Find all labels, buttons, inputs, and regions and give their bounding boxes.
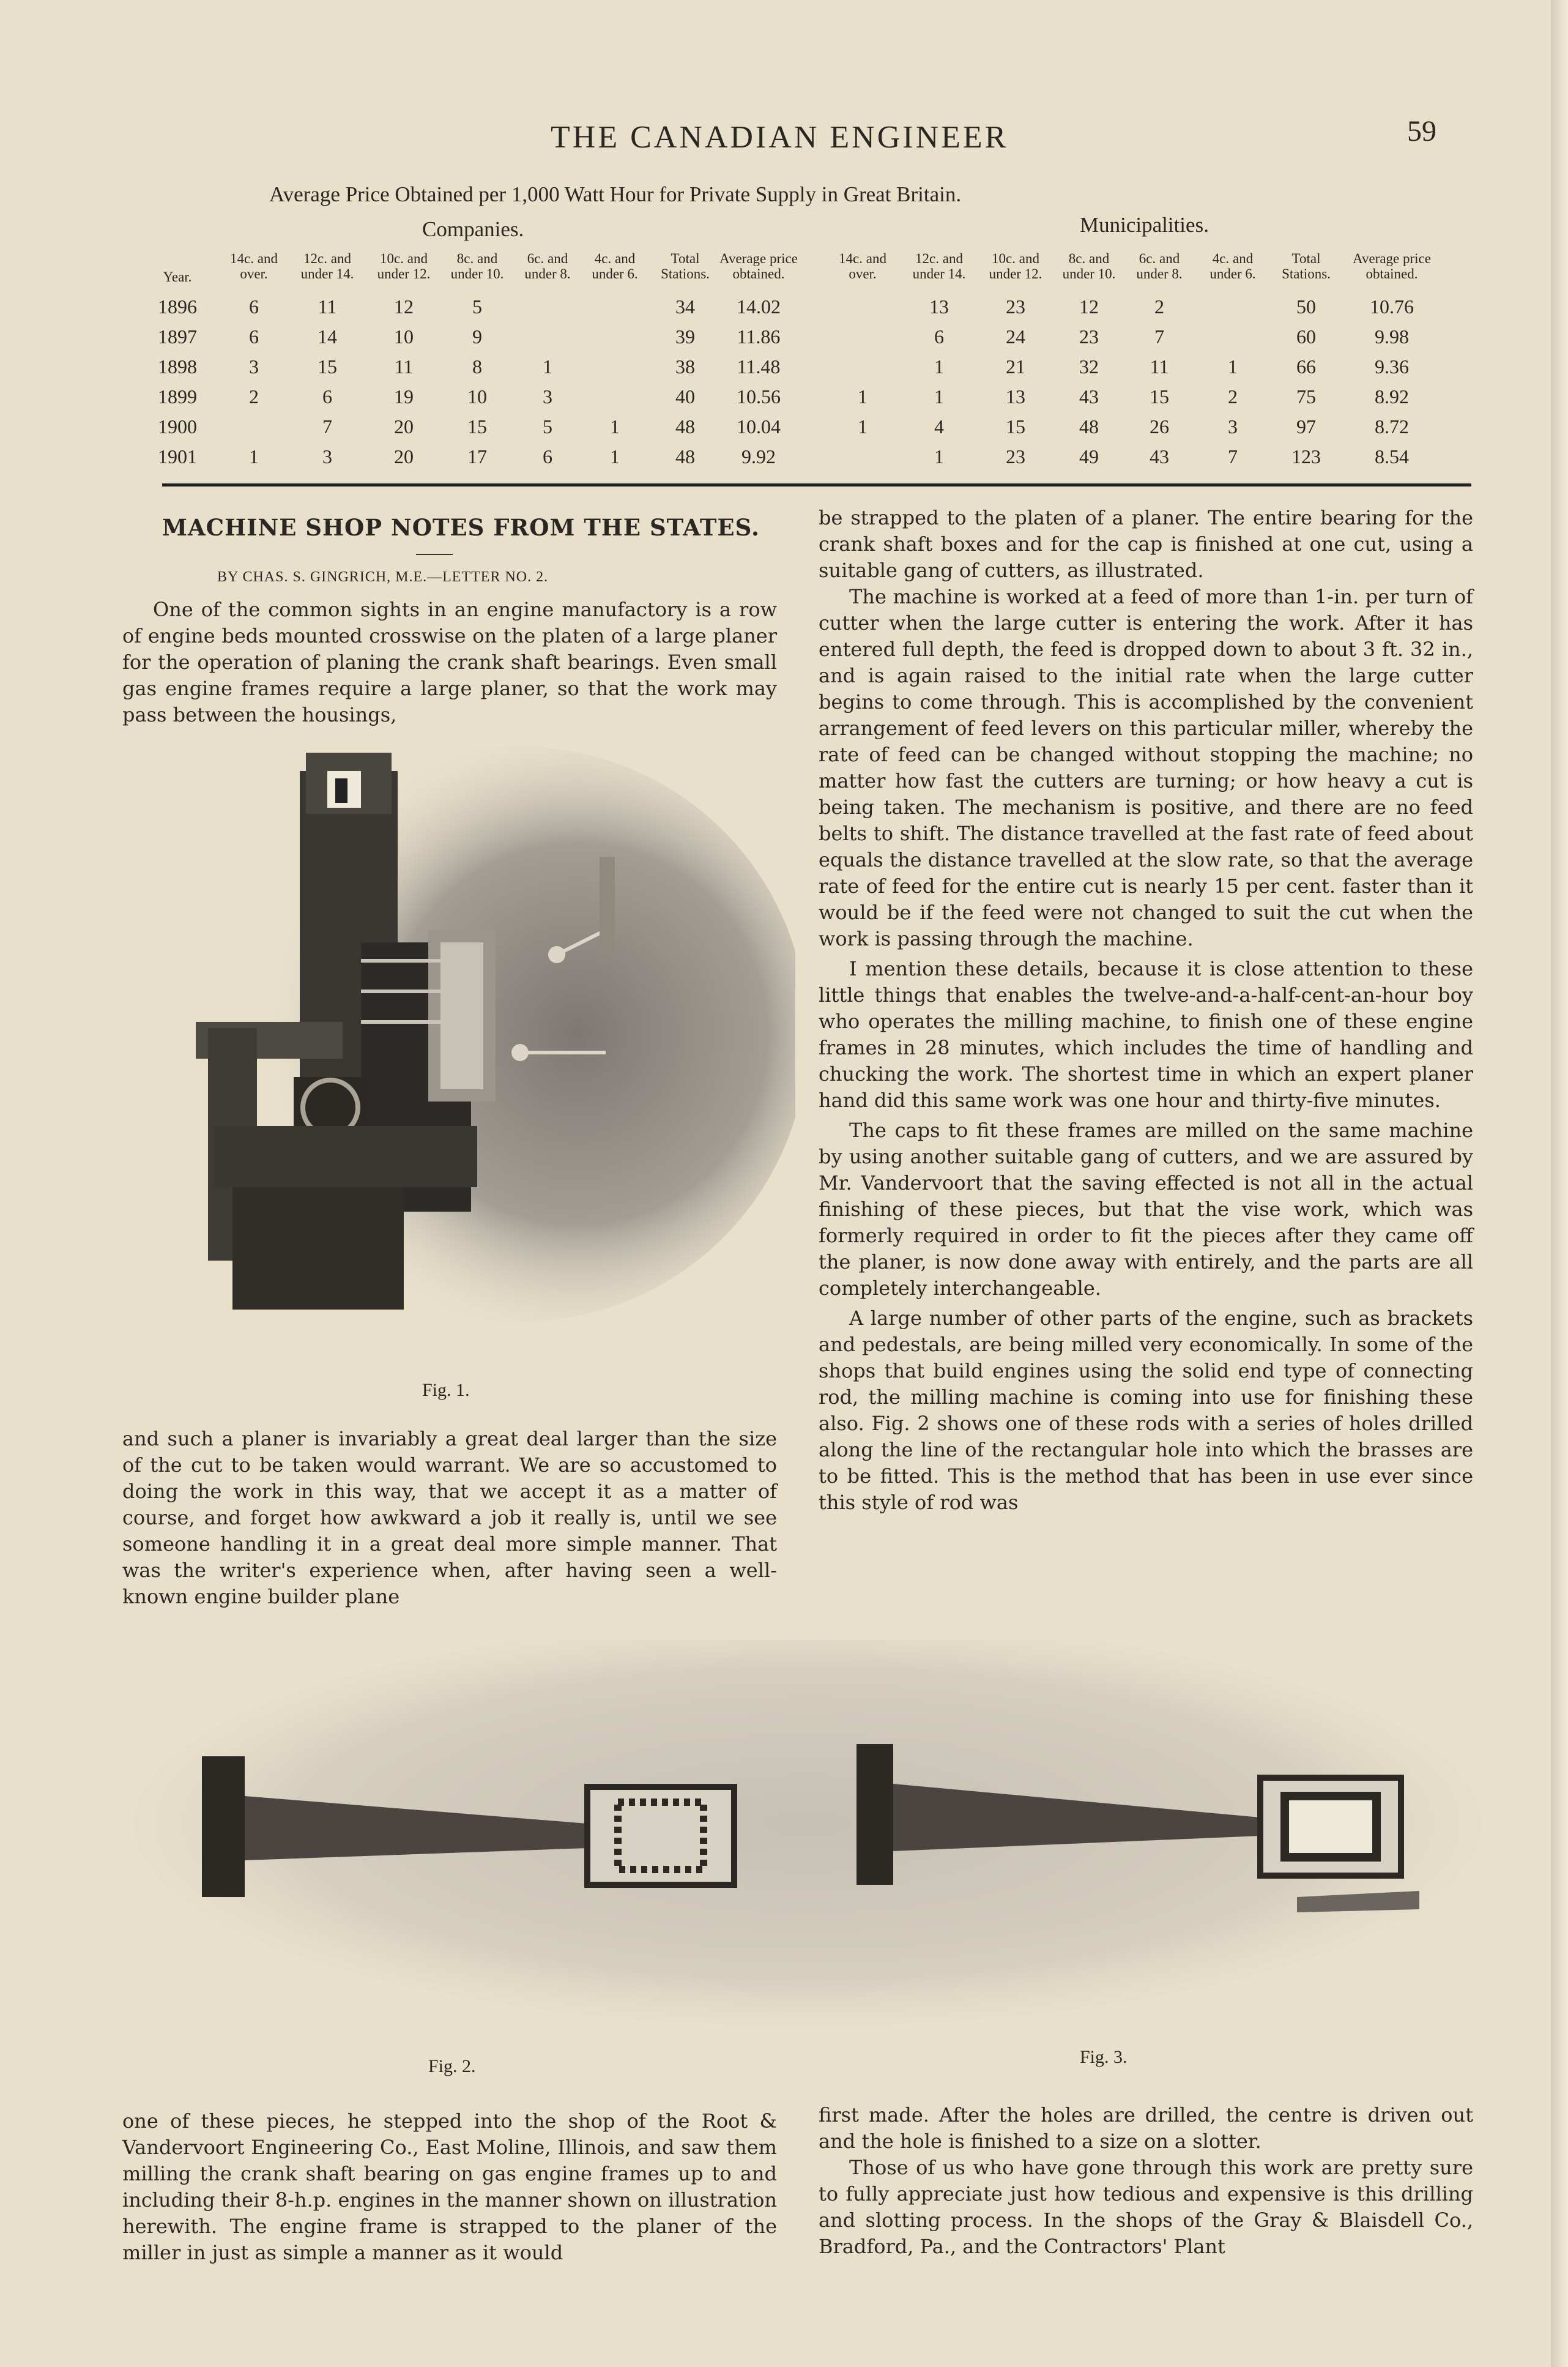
- section-rule: [162, 483, 1471, 486]
- table-cell: 23: [1006, 296, 1025, 318]
- table-cell: 12: [1079, 296, 1099, 318]
- table-cell: 14: [318, 326, 337, 348]
- table-cell: 13: [929, 296, 949, 318]
- paragraph: Those of us who have gone through this work are pretty sure to fully appreciate just how tedious and expensive is this drilling and slotting process. In the shops of the Gray & Blaisdell Co., Bradford, Pa., and the Contractors' Plant: [819, 2156, 1473, 2258]
- table-cell: 26: [1150, 416, 1169, 438]
- table-cell: 1900: [158, 416, 197, 438]
- table-cell: 49: [1079, 445, 1099, 468]
- table-header-cell: Year.: [163, 269, 192, 285]
- table-cell: 10.76: [1370, 296, 1414, 318]
- table-cell: 5: [472, 296, 482, 318]
- table-cell: 6: [249, 296, 259, 318]
- table-cell: 8.72: [1375, 416, 1409, 438]
- table-cell: 1: [1228, 356, 1238, 378]
- table-cell: 10.56: [737, 386, 781, 408]
- table-cell: 2: [1228, 386, 1238, 408]
- figure-1-milling-machine: [177, 747, 795, 1359]
- table-cell: 1897: [158, 326, 197, 348]
- table-cell: 7: [322, 416, 332, 438]
- table-cell: 48: [675, 445, 695, 468]
- table-cell: 32: [1079, 356, 1099, 378]
- figure-1-caption: Fig. 1.: [422, 1380, 470, 1400]
- table-cell: 11: [318, 296, 337, 318]
- table-cell: 3: [1228, 416, 1238, 438]
- paragraph: first made. After the holes are drilled, the centre is driven out and the hole is finished to a size on a slotter.: [819, 2103, 1473, 2153]
- table-header-cell: 12c. and under 14.: [912, 251, 966, 281]
- table-cell: 1: [610, 445, 620, 468]
- table-cell: 2: [249, 386, 259, 408]
- table-cell: 75: [1296, 386, 1316, 408]
- table-cell: 7: [1154, 326, 1164, 348]
- table-header-cell: 14c. and over.: [839, 251, 886, 281]
- table-header-cell: Average price obtained.: [719, 251, 798, 281]
- table-cell: 14.02: [737, 296, 781, 318]
- paragraph: be strapped to the platen of a planer. The entire bearing for the crank shaft boxes and for the cap is finished at one cut, using a suitable gang of cutters, as illustrated.: [819, 506, 1473, 582]
- table-cell: 11: [1150, 356, 1169, 378]
- table-cell: 60: [1296, 326, 1316, 348]
- table-cell: 43: [1150, 445, 1169, 468]
- table-cell: 1: [543, 356, 552, 378]
- table-cell: 20: [394, 445, 414, 468]
- table-header-cell: 10c. and under 12.: [377, 251, 431, 281]
- table-cell: 6: [249, 326, 259, 348]
- companies-label: Companies.: [422, 217, 524, 241]
- table-cell: 15: [1006, 416, 1025, 438]
- table-cell: 1899: [158, 386, 197, 408]
- right-column: [819, 505, 1473, 1516]
- table-cell: 43: [1079, 386, 1099, 408]
- left-column-bottom: [122, 2108, 777, 2266]
- table-cell: 97: [1296, 416, 1316, 438]
- table-cell: 9.36: [1375, 356, 1409, 378]
- paragraph: and such a planer is invariably a great deal larger than the size of the cut to be taken would warrant. We are so accustomed to doing the work in this way, that we accept it as a matter of course, and forget how awkward a job it really is, until we see someone handling it in a great deal more simple manner. That was the writer's experience when, after having seen a well-known engine builder plane: [122, 1427, 777, 1608]
- table-cell: 9.92: [741, 445, 776, 468]
- paragraph: I mention these details, because it is close attention to these little things that enables the twelve-and-a-half-cent-an-hour boy who operates the milling machine, to finish one of these engine frames in 28 minutes, which includes the time of handling and chucking the work. The shortest time in which an expert planer hand did this same work was one hour and thirty-five minutes.: [819, 957, 1473, 1112]
- table-cell: 6: [934, 326, 944, 348]
- table-cell: 123: [1291, 445, 1321, 468]
- table-header-cell: 14c. and over.: [230, 251, 278, 281]
- table-cell: 1: [610, 416, 620, 438]
- table-cell: 20: [394, 416, 414, 438]
- table-cell: 15: [318, 356, 337, 378]
- page-edge: [1551, 0, 1568, 2367]
- table-cell: 1901: [158, 445, 197, 468]
- municipalities-label: Municipalities.: [1080, 213, 1209, 237]
- table-cell: 38: [675, 356, 695, 378]
- table-cell: 24: [1006, 326, 1025, 348]
- table-cell: 10: [467, 386, 487, 408]
- figure-2-caption: Fig. 2.: [428, 2056, 476, 2076]
- table-cell: 5: [543, 416, 552, 438]
- table-cell: 50: [1296, 296, 1316, 318]
- table-cell: 9.98: [1375, 326, 1409, 348]
- table-cell: 34: [675, 296, 695, 318]
- table-header-cell: Average price obtained.: [1353, 251, 1431, 281]
- page-number: 59: [1407, 115, 1436, 147]
- table-cell: 8: [472, 356, 482, 378]
- paragraph: The machine is worked at a feed of more than 1-in. per turn of cutter when the large cutter is entering the work. After it has entered full depth, the feed is dropped down to about 3 ft. 32 in., and is again raised to the initial rate when the large cutter begins to come through. This is accomplished by the convenient arrangement of feed levers on this particular miller, whereby the rate of feed can be changed without stopping the machine; no matter how fast the cutters are turning; or how heavy a cut is being taken. The mechanism is positive, and there are no feed belts to shift. The distance travelled at the fast rate of feed about equals the distance travelled at the slow rate, so that the average rate of feed for the entire cut is nearly 15 per cent. faster than it would be if the feed were not changed to suit the cut when the work is passing through the machine.: [819, 585, 1473, 950]
- right-column-bottom: [819, 2102, 1473, 2260]
- table-cell: 1: [858, 386, 868, 408]
- table-cell: 66: [1296, 356, 1316, 378]
- table-cell: 10.04: [737, 416, 781, 438]
- table-cell: 6: [543, 445, 552, 468]
- table-cell: 11.86: [737, 326, 781, 348]
- table-cell: 15: [1150, 386, 1169, 408]
- paragraph: The caps to fit these frames are milled on the same machine by using another suitable gang of cutters, and we are assured by Mr. Vandervoort that the saving effected is not all in the actual finishing of these pieces, but that the vise work, which was formerly required in order to fit the pieces after they came off the planer, is now done away with entirely, and the parts are all completely interchangeable.: [819, 1119, 1473, 1300]
- table-cell: 12: [394, 296, 414, 318]
- table-cell: 4: [934, 416, 944, 438]
- table-cell: 13: [1006, 386, 1025, 408]
- table-cell: 3: [322, 445, 332, 468]
- table-cell: 23: [1079, 326, 1099, 348]
- paragraph: One of the common sights in an engine manufactory is a row of engine beds mounted crosswise on the platen of a large planer for the operation of planing the crank shaft bearings. Even small gas engine frames require a large planer, so that the work may pass between the housings,: [122, 598, 777, 726]
- table-header-cell: 4c. and under 6.: [592, 251, 638, 281]
- table-header-cell: 6c. and under 8.: [524, 251, 571, 281]
- table-cell: 8.92: [1375, 386, 1409, 408]
- table-cell: 3: [249, 356, 259, 378]
- table-header-cell: 6c. and under 8.: [1136, 251, 1183, 281]
- table-cell: 10: [394, 326, 414, 348]
- journal-title: THE CANADIAN ENGINEER: [551, 120, 1009, 155]
- table-cell: 40: [675, 386, 695, 408]
- table-cell: 1: [249, 445, 259, 468]
- table-cell: 48: [1079, 416, 1099, 438]
- title-rule: [416, 554, 453, 555]
- paragraph: one of these pieces, he stepped into the shop of the Root & Vandervoort Engineering Co., East Moline, Illinois, and saw them milling the crank shaft bearing on gas engine frames up to and including their 8-h.p. engines in the manner shown on illustration herewith. The engine frame is strapped to the planer of the miller in just as simple a manner as it would: [122, 2109, 777, 2264]
- table-cell: 3: [543, 386, 552, 408]
- table-cell: 39: [675, 326, 695, 348]
- table-cell: 1898: [158, 356, 197, 378]
- table-caption: Average Price Obtained per 1,000 Watt Hour for Private Supply in Great Britain.: [269, 182, 962, 206]
- table-header-cell: Total Stations.: [661, 251, 710, 281]
- table-cell: 1: [934, 445, 944, 468]
- table-cell: 23: [1006, 445, 1025, 468]
- table-cell: 6: [322, 386, 332, 408]
- running-header: [0, 115, 1568, 168]
- table-cell: 7: [1228, 445, 1238, 468]
- table-header-cell: 8c. and under 10.: [450, 251, 504, 281]
- article-title: MACHINE SHOP NOTES FROM THE STATES.: [162, 514, 760, 541]
- table-header-cell: 10c. and under 12.: [989, 251, 1042, 281]
- table-header-cell: 4c. and under 6.: [1209, 251, 1256, 281]
- table-cell: 1896: [158, 296, 197, 318]
- left-column-middle: [122, 1426, 777, 1610]
- table-cell: 17: [467, 445, 487, 468]
- table-cell: 9: [472, 326, 482, 348]
- table-cell: 15: [467, 416, 487, 438]
- article-byline: BY CHAS. S. GINGRICH, M.E.—LETTER NO. 2.: [217, 569, 549, 585]
- table-header-cell: 8c. and under 10.: [1062, 251, 1116, 281]
- table-cell: 8.54: [1375, 445, 1409, 468]
- table-cell: 11.48: [737, 356, 781, 378]
- table-cell: 1: [934, 356, 944, 378]
- table-cell: 19: [394, 386, 414, 408]
- table-header-cell: 12c. and under 14.: [300, 251, 354, 281]
- figures-2-3-connecting-rods: [135, 1640, 1481, 2038]
- table-cell: 2: [1154, 296, 1164, 318]
- table-cell: 1: [934, 386, 944, 408]
- left-column-top: [122, 597, 777, 728]
- paragraph: A large number of other parts of the engine, such as brackets and pedestals, are being milled very economically. In some of the shops that build engines using the solid end type of connecting rod, the milling machine is coming into use for finishing these also. Fig. 2 shows one of these rods with a series of holes drilled along the line of the rectangular hole into which the brasses are to be fitted. This is the method that has been in use ever since this style of rod was: [819, 1307, 1473, 1514]
- table-cell: 1: [858, 416, 868, 438]
- table-cell: 21: [1006, 356, 1025, 378]
- figure-3-caption: Fig. 3.: [1080, 2047, 1128, 2067]
- table-header-cell: Total Stations.: [1282, 251, 1331, 281]
- table-cell: 11: [394, 356, 414, 378]
- table-cell: 48: [675, 416, 695, 438]
